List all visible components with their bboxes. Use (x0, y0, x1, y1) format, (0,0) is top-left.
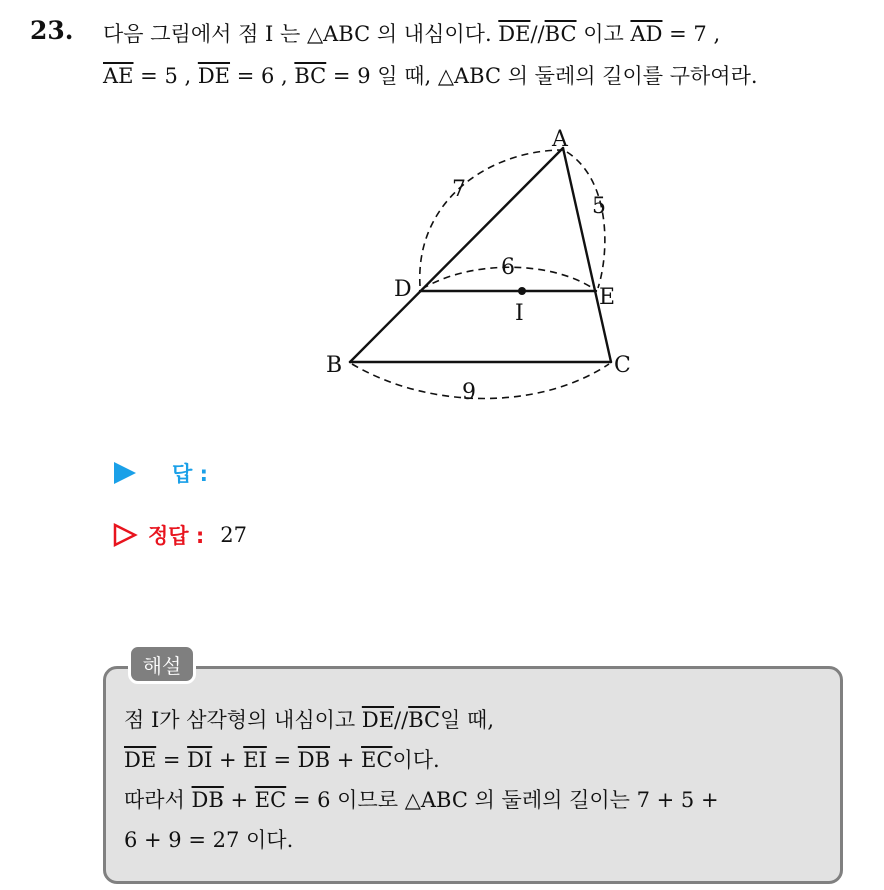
segment-db: $\overline{DB}$ (191, 788, 224, 812)
segment-bc: $\overline{BC}$ (544, 22, 577, 46)
segment-ae: $\overline{AE}$ (103, 64, 134, 88)
label-c: C (614, 353, 631, 378)
label-i: I (515, 301, 524, 326)
solution-line-3 (124, 784, 719, 814)
plus-sign: + (330, 748, 362, 772)
solution-text: 점 I가 삼각형의 내심이고 (124, 708, 362, 732)
length-bc: 9 (462, 380, 476, 405)
incenter-point (518, 287, 526, 295)
correct-answer-label: 정답 : (148, 524, 205, 548)
arc-ae (567, 152, 605, 288)
solution-text: 이다. (392, 748, 440, 772)
length-ad: 7 (452, 177, 466, 202)
answer-label: 답 : (172, 462, 208, 486)
label-d: D (394, 277, 412, 302)
question-number: 23. (30, 16, 74, 45)
solution-line-4: 6 + 9 = 27 이다. (124, 828, 294, 852)
segment-ei: $\overline{EI}$ (243, 748, 267, 772)
correct-answer-row (112, 520, 247, 550)
label-a: A (552, 127, 568, 152)
question-line-2 (103, 60, 758, 90)
question-text: = 7 , (662, 22, 721, 46)
question-line-1 (103, 18, 720, 48)
answer-row (112, 458, 208, 488)
question-text: 이고 (576, 22, 631, 46)
segment-bc: $\overline{BC}$ (294, 64, 327, 88)
question-text: = 9 일 때, △ABC 의 둘레의 길이를 구하여라. (326, 64, 758, 88)
solution-text: 따라서 (124, 788, 192, 812)
plus-sign: + (223, 788, 255, 812)
length-de: 6 (501, 255, 515, 280)
solution-tag: 해설 (128, 644, 196, 684)
question-text: 다음 그림에서 점 I 는 △ABC 의 내심이다. (103, 22, 499, 46)
triangle-figure (320, 120, 650, 410)
segment-de: $\overline{DE}$ (124, 748, 157, 772)
plus-sign: + (212, 748, 244, 772)
outline-triangle-icon (112, 522, 138, 548)
segment-di: $\overline{DI}$ (187, 748, 213, 772)
label-e: E (599, 285, 616, 310)
correct-answer-value: 27 (220, 523, 248, 547)
label-b: B (326, 353, 343, 378)
parallel-sign: // (394, 708, 409, 732)
segment-de: $\overline{DE}$ (197, 64, 231, 88)
solution-line-1 (124, 704, 494, 734)
segment-ec: $\overline{EC}$ (254, 788, 287, 812)
segment-de: $\overline{DE}$ (361, 708, 395, 732)
segment-db: $\overline{DB}$ (297, 748, 331, 772)
segment-de: $\overline{DE}$ (498, 22, 531, 46)
equals-sign: = (266, 748, 298, 772)
solution-line-2 (124, 744, 440, 774)
play-triangle-icon (112, 460, 138, 486)
equals-sign: = (156, 748, 188, 772)
question-text: = 5 , (133, 64, 198, 88)
question-text: = 6 , (230, 64, 295, 88)
arc-bc (352, 364, 609, 399)
segment-ec: $\overline{EC}$ (361, 748, 393, 772)
parallel-sign: // (530, 22, 545, 46)
solution-text: = 6 이므로 △ABC 의 둘레의 길이는 7 + 5 + (286, 788, 719, 812)
length-ae: 5 (592, 194, 606, 219)
segment-bc: $\overline{BC}$ (408, 708, 441, 732)
segment-ad: $\overline{AD}$ (630, 22, 663, 46)
solution-text: 일 때, (440, 708, 495, 732)
